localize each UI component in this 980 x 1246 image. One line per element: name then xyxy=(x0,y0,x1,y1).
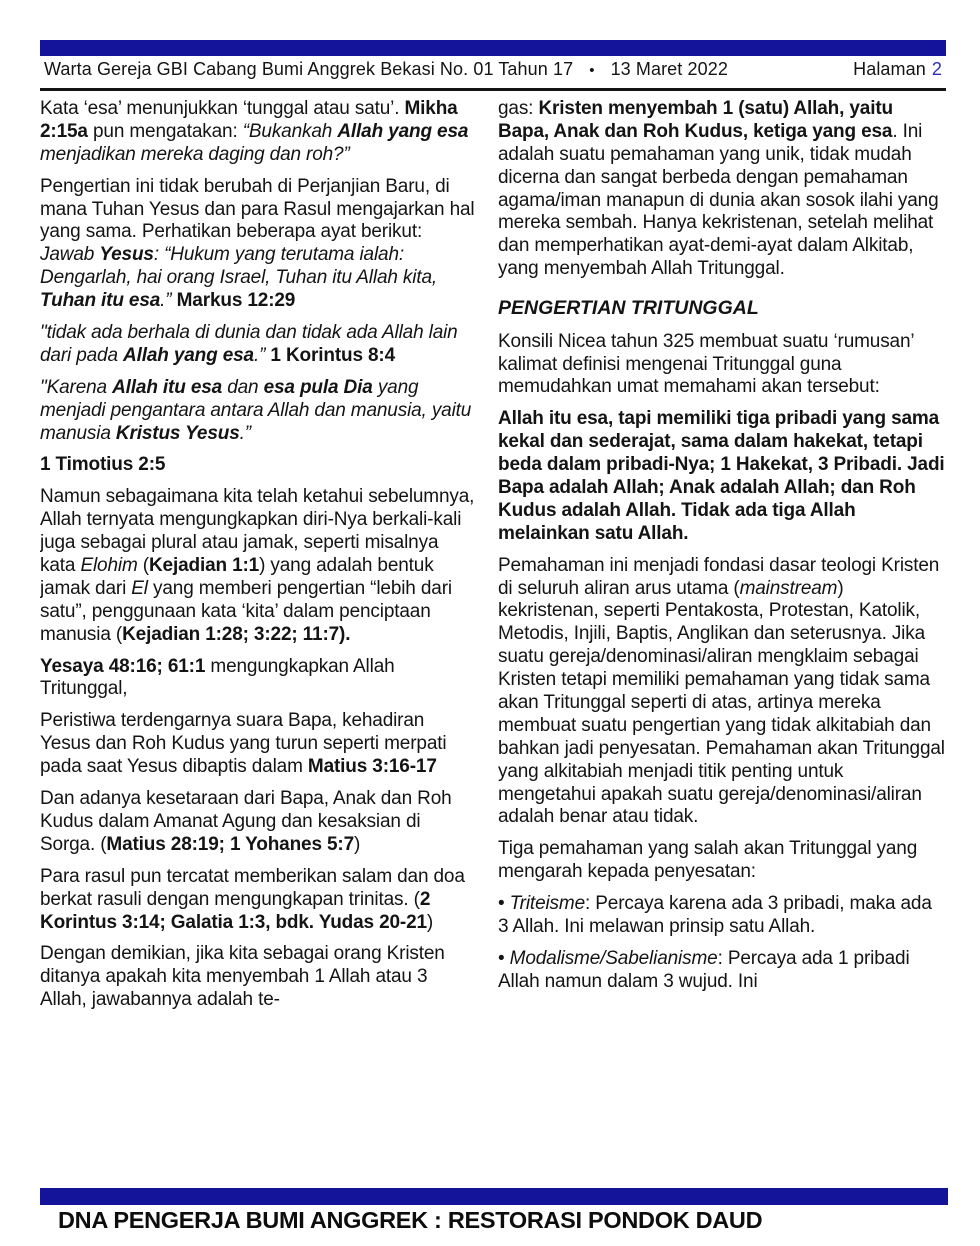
text-run: ) xyxy=(354,833,361,855)
text-run: Dan adanya kesetaraan dari Bapa, Anak dan Roh Kudus dalam Amanat Agung dan kesaksian di Sorga. ( xyxy=(40,788,452,855)
text-run: Tiga pemahaman yang salah akan Tritunggal yang mengarah kepada penyesatan: xyxy=(498,838,918,883)
text-run: El xyxy=(131,577,148,599)
paragraph xyxy=(40,486,478,646)
text-run: ) xyxy=(426,911,434,933)
paragraph xyxy=(40,176,478,313)
text-run: Kata ‘esa’ menunjukkan ‘tunggal atau satu’. xyxy=(40,98,405,119)
issue-date: 13 Maret 2022 xyxy=(610,59,728,79)
page-header xyxy=(44,59,942,80)
bulletin-title: Warta Gereja GBI Cabang Bumi Anggrek Bekasi No. 01 Tahun 17 xyxy=(44,59,574,79)
text-run: Para rasul pun tercatat memberikan salam dan doa berkat rasuli dengan mengungkapan trinitas. ( xyxy=(40,865,465,910)
article-body xyxy=(40,98,946,1184)
text-run: esa pula Dia xyxy=(263,376,373,398)
text-run: Kristen menyembah 1 (satu) Allah, yaitu Bapa, Anak dan Roh Kudus, ketiga yang esa xyxy=(498,98,893,142)
text-run: ( xyxy=(137,555,149,577)
paragraph xyxy=(498,838,946,884)
paragraph xyxy=(498,555,946,830)
text-run: Mikha 2:15a xyxy=(40,98,458,142)
text-run: 1 Korintus 8:4 xyxy=(270,344,396,366)
text-run: 2 Korintus 3:14; Galatia 1:3, bdk. Yudas 20-21 xyxy=(40,888,431,933)
text-run: Allah yang esa xyxy=(337,120,469,142)
text-run: Jawab xyxy=(40,244,100,266)
text-run: dan xyxy=(222,376,264,398)
text-run: Triteisme xyxy=(509,893,585,915)
text-run: ) kekristenan, seperti Pentakosta, Protestan, Katolik, Metodis, Injili, Baptis, Anglikan dan seterusnya. Jika suatu gereja/denominasi/aliran mengklaim sebagai Kristen tetapi memiliki pemahaman yang tidak sama akan Tritunggal seperti di atas, artinya mereka membuat suatu pengertian yang tidak alkitabiah dan bahkan jadi penyesatan. Pemahaman akan Tritunggal yang alkitabiah menjadi titik penting untuk mengetahui apakah suatu gereja/denominasi/aliran adalah benar atau tidak. xyxy=(498,577,945,828)
text-run: • xyxy=(498,947,510,969)
text-run: Elohim xyxy=(80,555,138,577)
text-run: pun mengatakan: xyxy=(87,120,243,142)
paragraph xyxy=(40,866,478,935)
text-run: Matius 3:16-17 xyxy=(307,756,437,778)
text-run: : Percaya karena ada 3 pribadi, maka ada 3 Allah. Ini melawan prinsip satu Allah. xyxy=(498,893,932,937)
text-run: gas: xyxy=(498,98,539,119)
bullet-separator-icon: • xyxy=(589,62,595,79)
paragraph xyxy=(40,322,478,368)
header-left-group xyxy=(44,59,728,80)
paragraph xyxy=(40,377,478,446)
paragraph xyxy=(40,454,478,477)
right-column xyxy=(498,98,946,1184)
footer-accent-bar xyxy=(40,1188,948,1205)
page-number: 2 xyxy=(931,59,942,79)
text-run: Tuhan itu esa xyxy=(40,290,161,312)
text-run: menjadikan mereka daging dan roh?” xyxy=(40,143,350,165)
paragraph xyxy=(40,98,478,167)
text-run: PENGERTIAN TRITUNGGAL xyxy=(498,297,759,320)
text-run: Modalisme/Sabelianisme xyxy=(509,947,718,969)
paragraph xyxy=(40,788,478,857)
text-run: Yesaya 48:16; 61:1 xyxy=(40,655,206,677)
text-run: .” xyxy=(253,344,271,366)
paragraph xyxy=(40,943,478,1012)
text-run: 1 Timotius 2:5 xyxy=(40,454,166,476)
text-run: Namun sebagaimana kita telah ketahui sebelumnya, Allah ternyata mengungkapkan diri-Nya berkali-kali juga sebagai plural atau jamak, seperti misalnya kata xyxy=(40,486,475,577)
paragraph xyxy=(40,710,478,779)
text-run: mengungkapkan Allah Tritunggal, xyxy=(40,655,395,700)
text-run: Allah itu esa xyxy=(112,376,223,398)
text-run: "Karena xyxy=(40,376,113,398)
text-run: .” xyxy=(239,422,251,444)
text-run: Yesus xyxy=(99,244,154,266)
page-indicator xyxy=(853,59,942,80)
text-run: Matius 28:19; 1 Yohanes 5:7 xyxy=(106,833,355,855)
text-run: Konsili Nicea tahun 325 membuat suatu ‘rumusan’ kalimat definisi mengenai Tritunggal guna memudahkan umat memahami akan tersebut: xyxy=(498,330,914,398)
text-run: Kejadian 1:28; 3:22; 11:7). xyxy=(122,623,351,645)
paragraph xyxy=(498,98,946,281)
footer-motto: DNA PENGERJA BUMI ANGGREK : RESTORASI PONDOK DAUD xyxy=(58,1207,763,1233)
text-run: • xyxy=(498,893,510,915)
left-column xyxy=(40,98,478,1184)
text-run: mainstream xyxy=(739,577,838,599)
text-run: .” xyxy=(160,290,177,312)
text-run: yang memberi pengertian “lebih dari satu”, penggunaan kata ‘kita’ dalam penciptaan manusia ( xyxy=(40,577,452,645)
header-accent-bar xyxy=(40,40,946,56)
paragraph xyxy=(498,408,946,545)
paragraph xyxy=(498,331,946,400)
paragraph xyxy=(40,656,478,702)
text-run: "tidak ada berhala di dunia dan tidak ada Allah lain dari pada xyxy=(40,322,458,366)
section-heading xyxy=(498,297,946,320)
text-run: ) yang adalah bentuk jamak dari xyxy=(40,555,434,599)
page-label: Halaman xyxy=(853,59,926,79)
text-run: Pemahaman ini menjadi fondasi dasar teologi Kristen di seluruh aliran arus utama ( xyxy=(498,554,940,599)
text-run: Dengan demikian, jika kita sebagai orang Kristen ditanya apakah kita menyembah 1 Allah atau 3 Allah, jawabannya adalah te- xyxy=(40,943,445,1011)
text-run: Peristiwa terdengarnya suara Bapa, kehadiran Yesus dan Roh Kudus yang turun seperti merpati pada saat Yesus dibaptis dalam xyxy=(40,710,447,778)
text-run: : “Hukum yang terutama ialah: Dengarlah, hai orang Israel, Tuhan itu Allah kita, xyxy=(40,244,438,289)
text-run: Pengertian ini tidak berubah di Perjanjian Baru, di mana Tuhan Yesus dan para Rasul mengajarkan hal yang sama. Perhatikan beberapa ayat berikut: xyxy=(40,175,475,243)
text-run: Allah yang esa xyxy=(123,344,254,366)
bullet-item xyxy=(498,893,946,939)
text-run: Markus 12:29 xyxy=(176,290,296,312)
text-run: . Ini adalah suatu pemahaman yang unik, tidak mudah dicerna dan sangat berbeda dengan pemahaman agama/iman manapun di dunia akan sosok ilahi yang mereka sembah. Hanya kekristenan, setelah melihat dan memperhatikan ayat-demi-ayat dalam Alkitab, yang menyembah Allah Tritunggal. xyxy=(498,120,939,280)
text-run: Kejadian 1:1 xyxy=(148,555,260,577)
bullet-item xyxy=(498,948,946,994)
text-run: “Bukankah xyxy=(242,120,338,142)
text-run: Allah itu esa, tapi memiliki tiga pribadi yang sama kekal dan sederajat, sama dalam hakekat, tetapi beda dalam pribadi-Nya; 1 Hakekat, 3 Pribadi. Jadi Bapa adalah Allah; Anak adalah Allah; dan Roh Kudus adalah Allah. Tidak ada tiga Allah melainkan satu Allah. xyxy=(498,408,945,544)
header-divider xyxy=(40,88,946,91)
text-run: : Percaya ada 1 pribadi Allah namun dalam 3 wujud. Ini xyxy=(498,947,910,992)
text-run: Kristus Yesus xyxy=(115,422,240,444)
text-run: yang menjadi pengantara antara Allah dan manusia, yaitu manusia xyxy=(40,376,472,444)
